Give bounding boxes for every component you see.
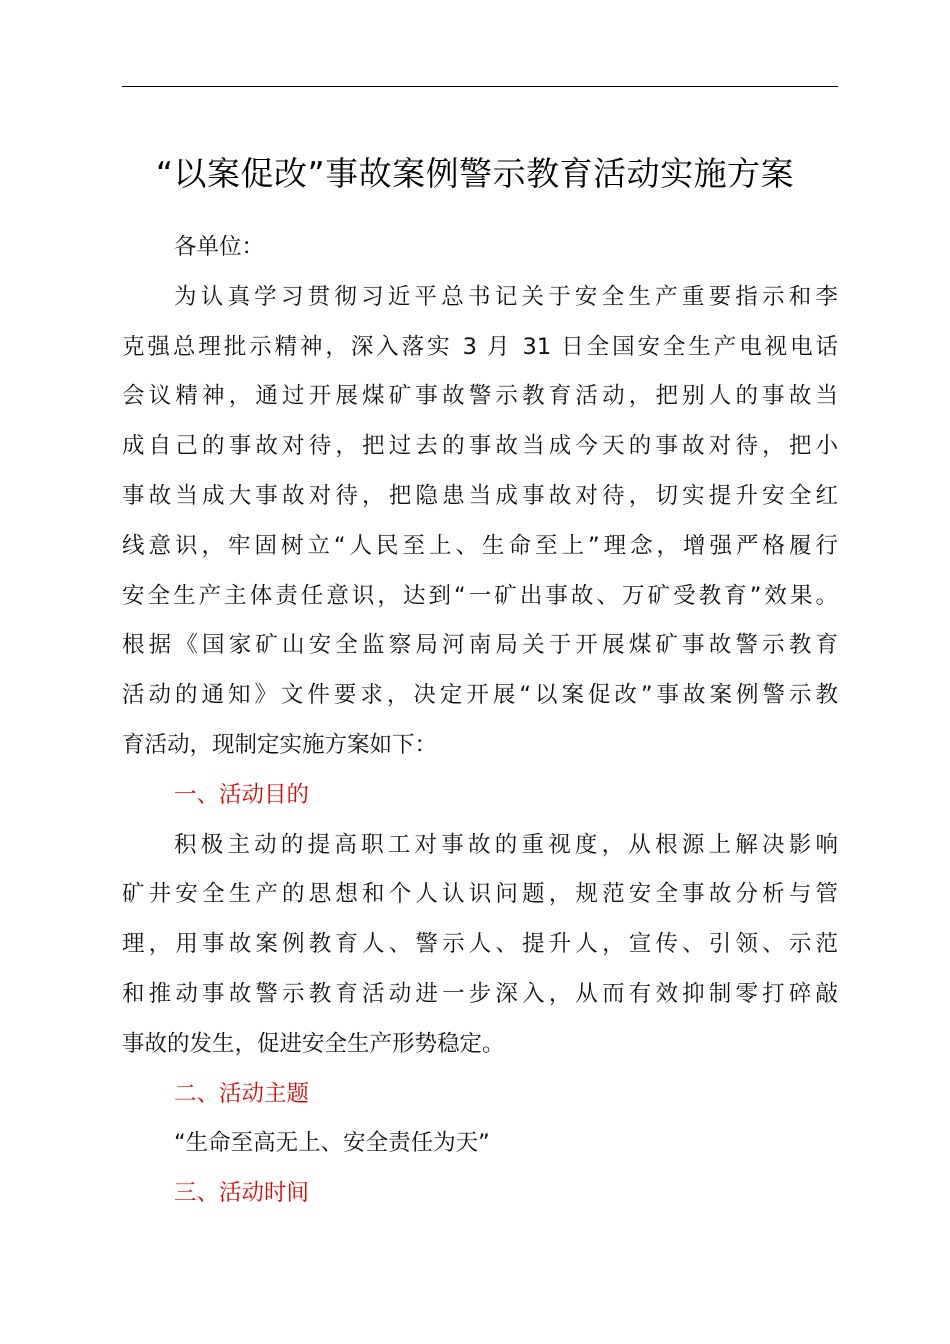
header-rule [122,86,838,87]
paragraph-line: 为认真学习贯彻习近平总书记关于安全生产重要指示和李 [174,283,838,310]
document-title: “以案促改”事故案例警示教育活动实施方案 [155,154,795,193]
section-heading-time: 三、活动时间 [174,1180,310,1207]
paragraph-line: 积极主动的提高职工对事故的重视度，从根源上解决影响 [174,831,838,858]
paragraph-line: 克强总理批示精神，深入落实 3 月 31 日全国安全生产电视电话 [122,333,838,360]
paragraph-line: 根据《国家矿山安全监察局河南局关于开展煤矿事故警示教育 [122,632,838,659]
document-body [122,223,838,1219]
paragraph-line: 活动的通知》文件要求，决定开展“以案促改”事故案例警示教 [122,682,838,709]
paragraph-line: 育活动，现制定实施方案如下： [122,731,438,758]
theme-text: “生命至高无上、安全责任为天” [174,1130,490,1157]
paragraph-line: 和推动事故警示教育活动进一步深入，从而有效抑制零打碎敲 [122,980,838,1007]
paragraph-line: 成自己的事故对待，把过去的事故当成今天的事故对待，把小 [122,433,838,460]
paragraph-line: 会议精神，通过开展煤矿事故警示教育活动，把别人的事故当 [122,383,838,410]
paragraph-line: 矿井安全生产的思想和个人认识问题，规范安全事故分析与管 [122,881,838,908]
salutation: 各单位： [174,234,265,260]
section-heading-purpose: 一、活动目的 [174,781,310,808]
paragraph-line: 事故当成大事故对待，把隐患当成事故对待，切实提升安全红 [122,482,838,509]
paragraph-line: 理，用事故案例教育人、警示人、提升人，宣传、引领、示范 [122,931,838,958]
paragraph-line: 事故的发生，促进安全生产形势稳定。 [122,1030,505,1057]
section-heading-theme: 二、活动主题 [174,1080,310,1107]
intro-paragraph [122,273,838,771]
paragraph-line: 线意识，牢固树立“人民至上、生命至上”理念，增强严格履行 [122,532,838,559]
paragraph-line: 安全生产主体责任意识，达到“一矿出事故、万矿受教育”效果。 [122,582,838,609]
purpose-paragraph [122,821,838,1070]
